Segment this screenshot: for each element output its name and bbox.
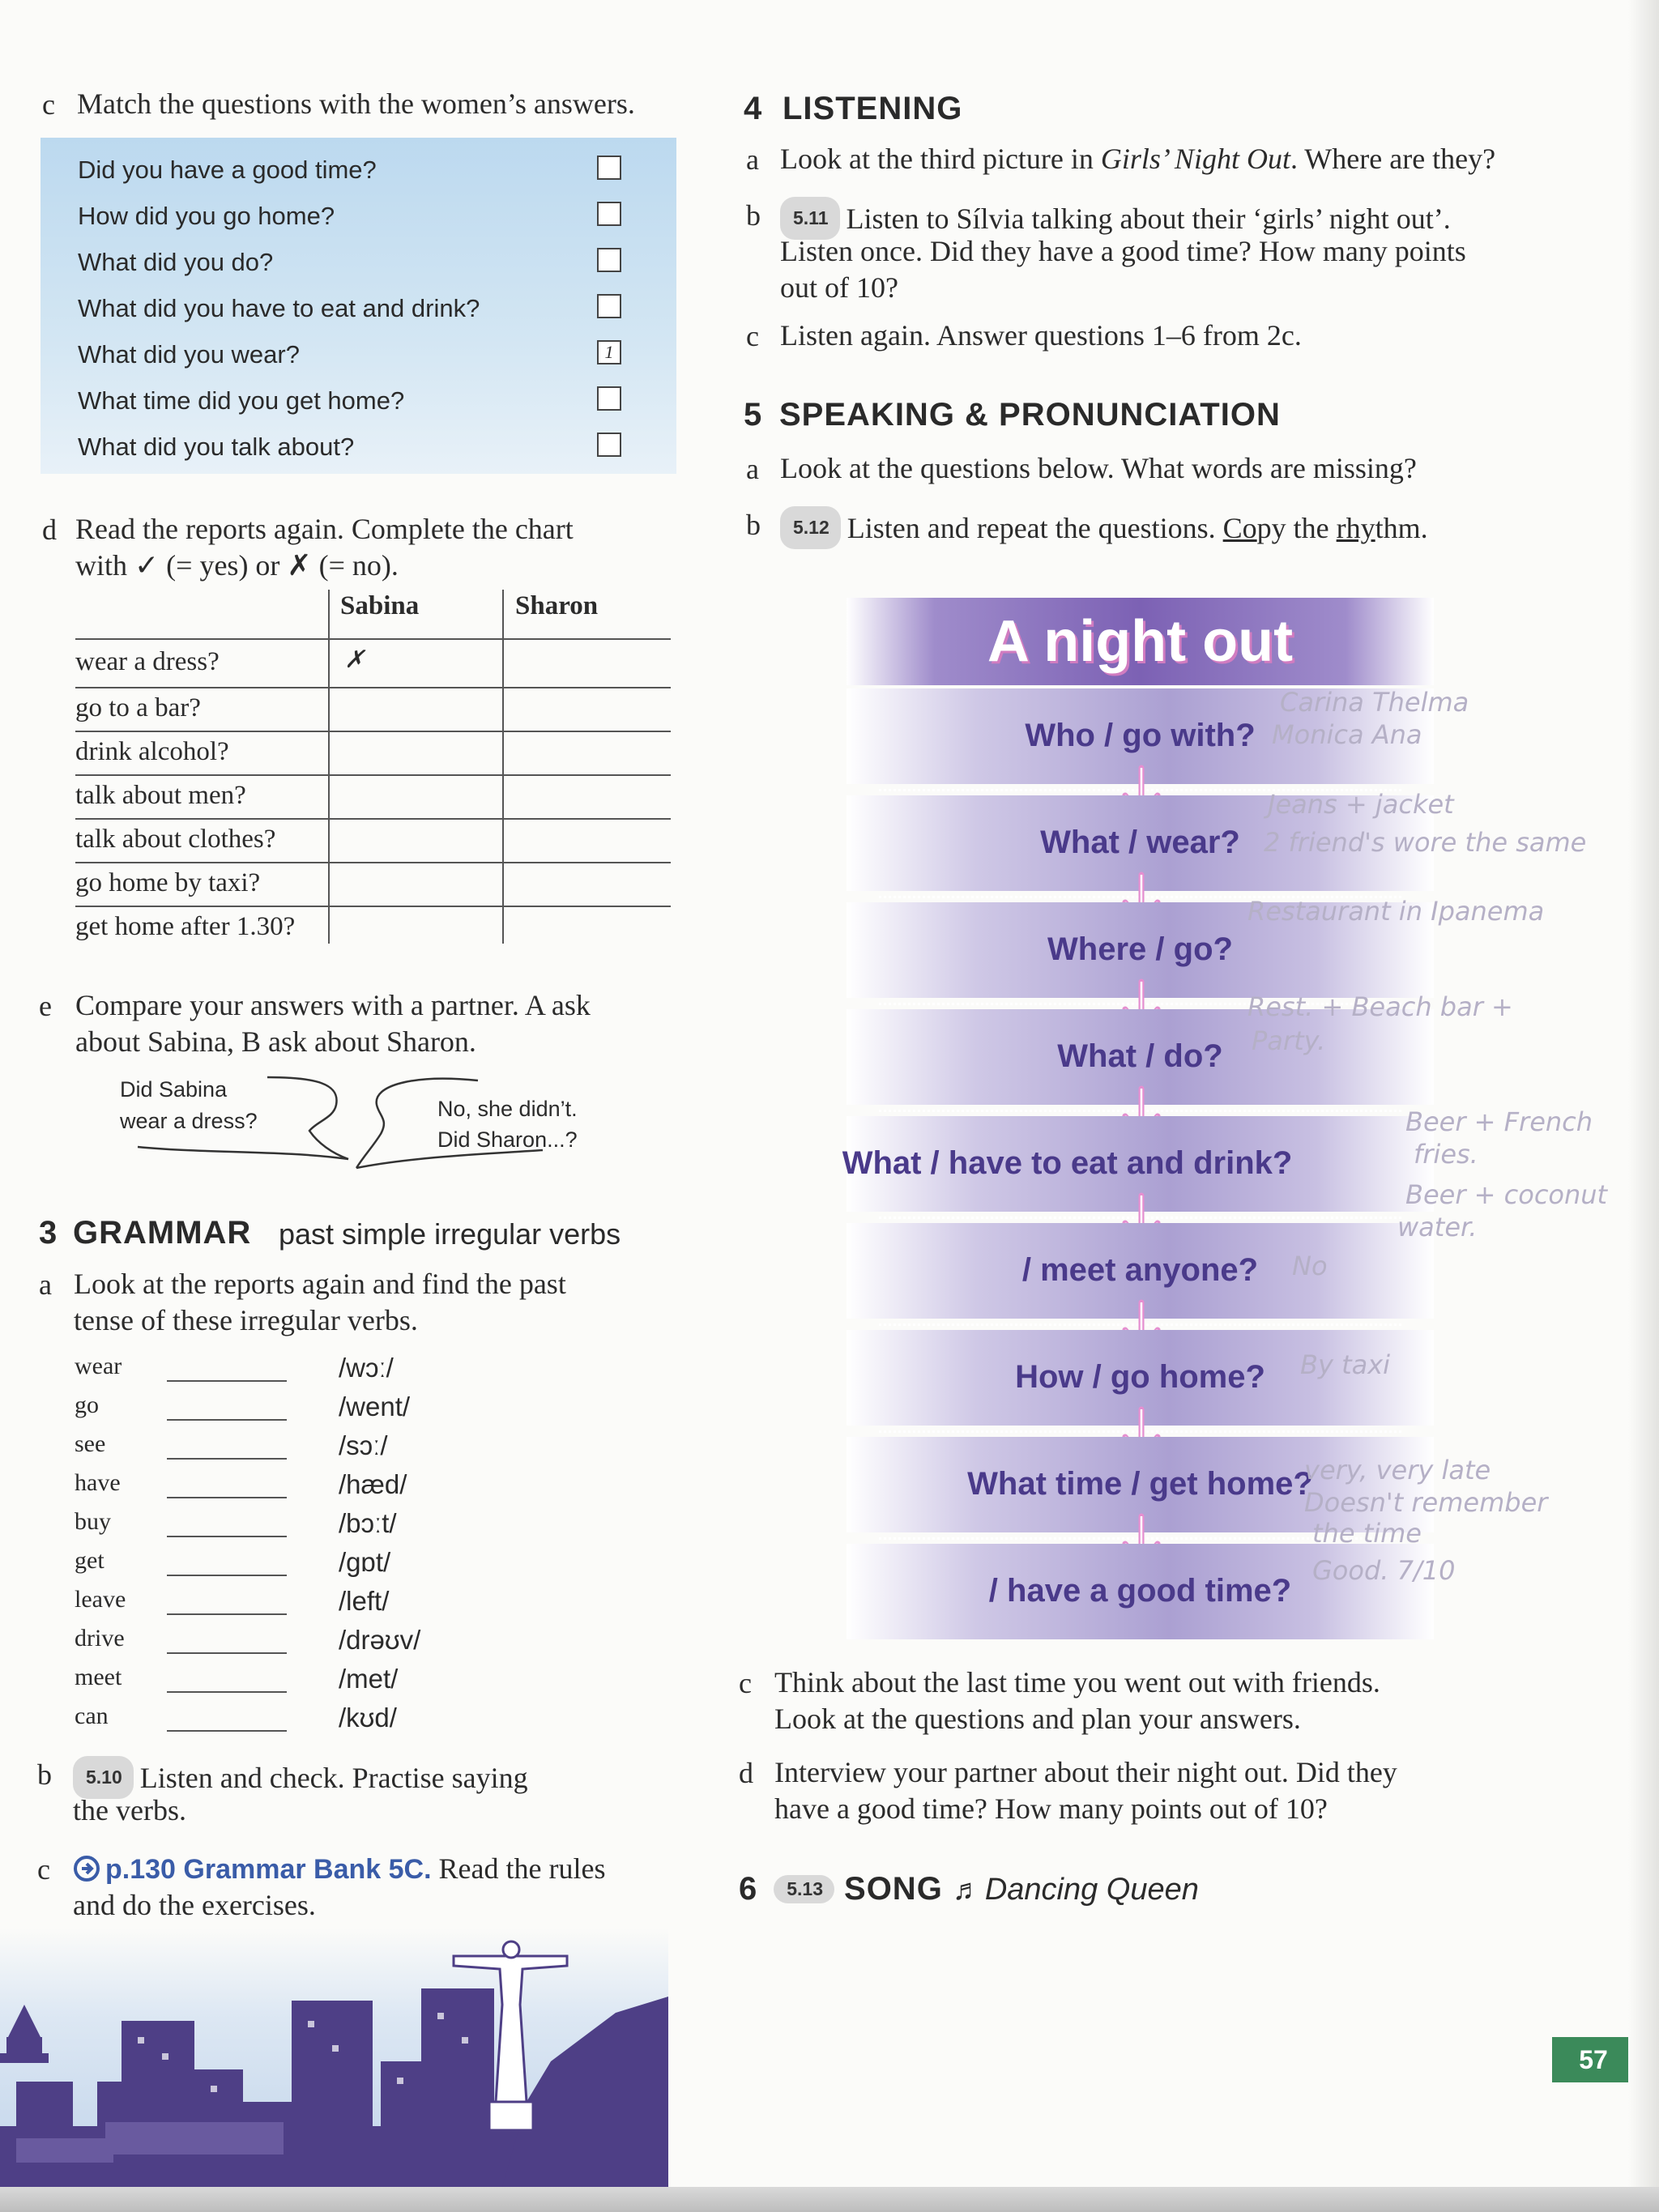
verb-base: get xyxy=(75,1547,104,1574)
item-letter-a: a xyxy=(746,143,759,176)
answer-checkbox[interactable] xyxy=(597,202,621,226)
answer-checkbox[interactable] xyxy=(597,294,621,318)
page-number: 57 xyxy=(1552,2037,1635,2082)
match-box xyxy=(41,138,676,474)
verb-base: meet xyxy=(75,1664,122,1690)
answer-checkbox[interactable] xyxy=(597,433,621,457)
listening-a-title: Girls’ Night Out xyxy=(1100,143,1290,175)
chart-row-label: go home by taxi? xyxy=(75,868,261,897)
compare-line1: Compare your answers with a partner. A ask xyxy=(75,989,591,1021)
answer-blank[interactable] xyxy=(167,1419,287,1421)
match-instruction: Match the questions with the women’s answers. xyxy=(77,87,635,120)
night-out-panel xyxy=(842,598,1608,1630)
item-letter-a: a xyxy=(39,1268,52,1301)
listening-b-text: Listen to Sílvia talking about their ‘girls’ night out’. xyxy=(846,202,1451,235)
answer-blank[interactable] xyxy=(167,1575,287,1576)
answer-blank[interactable] xyxy=(167,1458,287,1460)
chart-row-label: drink alcohol? xyxy=(75,737,229,766)
listening-section-number: 4 xyxy=(744,91,763,126)
cd-d-line2: have a good time? How many points out of 10? xyxy=(774,1792,1328,1825)
night-out-question: Who / go with? xyxy=(1025,718,1256,753)
item-letter-c: c xyxy=(746,320,759,352)
handwritten-answer: water. xyxy=(1397,1212,1478,1242)
grammar-section-number: 3 xyxy=(39,1215,58,1251)
phonetic-transcription: /sɔː/ xyxy=(339,1430,388,1460)
phonetic-transcription: /went/ xyxy=(339,1392,411,1421)
audio-track-badge[interactable]: 5.10 xyxy=(73,1756,134,1799)
verb-base: drive xyxy=(75,1625,125,1652)
phonetic-transcription: /left/ xyxy=(339,1586,390,1616)
answer-checkbox[interactable] xyxy=(597,248,621,272)
song-section xyxy=(739,1871,1199,1907)
listening-a-pre: Look at the third picture in xyxy=(780,143,1101,175)
scan-right-edge xyxy=(1628,0,1659,2187)
answer-blank[interactable] xyxy=(167,1652,287,1654)
night-out-question: What time / get home? xyxy=(967,1466,1313,1502)
phonetic-transcription: /hæd/ xyxy=(339,1469,407,1499)
item-letter-b: b xyxy=(746,509,761,541)
match-question: What did you have to eat and drink? xyxy=(78,294,480,322)
speaking-section-title: SPEAKING & PRONUNCIATION xyxy=(779,397,1281,433)
answer-blank[interactable] xyxy=(167,1380,287,1382)
handwritten-answer: fries. xyxy=(1414,1139,1478,1170)
chart-rule xyxy=(75,731,671,732)
grammar-c-text: Read the rules xyxy=(438,1852,606,1885)
phonetic-transcription: /kʊd/ xyxy=(339,1703,397,1733)
item-letter-c2: c xyxy=(37,1853,50,1886)
listening-b-line3: out of 10? xyxy=(780,271,898,304)
answer-checkbox[interactable] xyxy=(597,386,621,411)
grammar-section-title: GRAMMAR xyxy=(73,1215,252,1251)
chart-rule xyxy=(75,687,671,688)
handwritten-answer: Carina Thelma xyxy=(1280,687,1469,718)
song-section-number: 6 xyxy=(739,1871,758,1907)
answer-checkbox[interactable] xyxy=(597,156,621,180)
audio-track-badge[interactable]: 5.11 xyxy=(780,197,840,240)
answer-checkbox[interactable]: 1 xyxy=(597,340,621,364)
grammar-b-line2: the verbs. xyxy=(73,1794,186,1826)
audio-track-badge[interactable]: 5.12 xyxy=(780,506,841,549)
verb-base: go xyxy=(75,1392,99,1418)
handwritten-answer: Beer + coconut xyxy=(1405,1179,1608,1210)
verb-base: wear xyxy=(75,1353,122,1379)
item-letter-e: e xyxy=(39,990,52,1022)
bubble2-line2: Did Sharon...? xyxy=(437,1127,578,1152)
chart-rule xyxy=(75,818,671,820)
speaking-b-text xyxy=(780,506,1428,549)
handwritten-answer: No xyxy=(1292,1251,1328,1281)
song-section-title: SONG xyxy=(844,1871,943,1907)
music-note-icon: ♬ xyxy=(952,1873,982,1906)
chart-row-label: get home after 1.30? xyxy=(75,912,296,941)
bubble2-line1: No, she didn’t. xyxy=(437,1097,578,1121)
night-out-question: How / go home? xyxy=(1015,1359,1265,1395)
grammar-subtitle: past simple irregular verbs xyxy=(279,1217,621,1251)
answer-blank[interactable] xyxy=(167,1497,287,1498)
answer-blank[interactable] xyxy=(167,1536,287,1537)
night-out-question: What / wear? xyxy=(1040,825,1240,860)
bubble1-line1: Did Sabina xyxy=(120,1077,228,1102)
night-out-question: What / do? xyxy=(1057,1038,1223,1074)
item-letter-d: d xyxy=(42,514,57,546)
answer-blank[interactable] xyxy=(167,1613,287,1615)
chart-row-label: wear a dress? xyxy=(75,647,220,676)
handwritten-answer: 2 friend's wore the same xyxy=(1264,827,1587,858)
handwritten-answer: Beer + French xyxy=(1405,1106,1593,1137)
verb-base: buy xyxy=(75,1508,111,1535)
chart-rule xyxy=(75,638,671,640)
chart-instruction-line1: Read the reports again. Complete the chart xyxy=(75,513,574,545)
stress-co: Co xyxy=(1222,512,1257,544)
arrow-circle-icon xyxy=(73,1855,100,1882)
handwritten-answer: Monica Ana xyxy=(1272,719,1422,750)
item-letter-b: b xyxy=(37,1758,52,1791)
phonetic-transcription: /bɔːt/ xyxy=(339,1508,397,1538)
grammar-a-line2: tense of these irregular verbs. xyxy=(74,1304,418,1336)
speaking-section-number: 5 xyxy=(744,397,763,433)
stress-rhy: rhy xyxy=(1336,512,1375,544)
grammar-c-line1 xyxy=(73,1851,605,1888)
chart-rule xyxy=(75,862,671,863)
handwritten-answer: Rest. + Beach bar + xyxy=(1247,991,1513,1022)
phonetic-transcription: /drəʊv/ xyxy=(339,1625,421,1655)
speaking-b-pre: Listen and repeat the questions. xyxy=(847,512,1223,544)
speaking-a-text: Look at the questions below. What words are missing? xyxy=(780,452,1417,484)
grammar-b-text: Listen and check. Practise saying xyxy=(139,1762,528,1794)
handwritten-answer: the time xyxy=(1312,1518,1422,1549)
song-name: Dancing Queen xyxy=(984,1873,1199,1907)
verb-base: can xyxy=(75,1703,109,1729)
speaking-b-end: thm. xyxy=(1375,512,1428,544)
speaking-b-mid: py the xyxy=(1256,512,1337,544)
chart-cell-mark: ✗ xyxy=(344,646,365,673)
phonetic-transcription: /gɒt/ xyxy=(339,1547,391,1577)
answer-blank[interactable] xyxy=(167,1691,287,1693)
answer-blank[interactable] xyxy=(167,1730,287,1732)
listening-b-line2: Listen once. Did they have a good time? How many points xyxy=(780,235,1466,267)
night-out-question: Where / go? xyxy=(1047,931,1233,967)
chart-divider xyxy=(328,590,330,944)
handwritten-answer: Party. xyxy=(1252,1025,1326,1056)
listening-section-title: LISTENING xyxy=(783,91,963,126)
item-letter-c: c xyxy=(739,1667,752,1699)
handwritten-answer: Restaurant in Ipanema xyxy=(1247,896,1545,927)
night-out-question: What / have to eat and drink? xyxy=(842,1145,1293,1181)
match-question: How did you go home? xyxy=(78,202,335,230)
phonetic-transcription: /wɔː/ xyxy=(339,1353,394,1383)
phonetic-transcription: /met/ xyxy=(339,1664,399,1694)
chart-header-sharon: Sharon xyxy=(515,591,599,620)
item-letter-d: d xyxy=(739,1757,753,1789)
chart-rule xyxy=(75,906,671,907)
night-out-title: A night out xyxy=(987,609,1294,674)
chart-row-label: go to a bar? xyxy=(75,693,201,722)
handwritten-answer: Doesn't remember xyxy=(1304,1487,1548,1518)
cd-c-line2: Look at the questions and plan your answers. xyxy=(774,1703,1301,1735)
rio-skyline-illustration xyxy=(0,1940,668,2187)
cd-c-line1: Think about the last time you went out with friends. xyxy=(774,1666,1380,1698)
listening-a-post: . Where are they? xyxy=(1290,143,1496,175)
chart-header-sabina: Sabina xyxy=(340,591,420,620)
scan-bottom-edge xyxy=(0,2187,1659,2212)
match-question: What did you do? xyxy=(78,248,274,276)
match-question: Did you have a good time? xyxy=(78,156,377,184)
listening-c-text: Listen again. Answer questions 1–6 from 2c. xyxy=(780,319,1302,352)
handwritten-answer: Good. 7/10 xyxy=(1312,1555,1456,1586)
match-question: What time did you get home? xyxy=(78,386,405,415)
verb-base: have xyxy=(75,1469,121,1496)
verb-base: leave xyxy=(75,1586,126,1613)
night-out-question: / have a good time? xyxy=(988,1573,1292,1609)
grammar-bank-link[interactable]: p.130 Grammar Bank 5C. xyxy=(105,1854,432,1885)
item-letter-c: c xyxy=(42,88,55,121)
handwritten-answer: very, very late xyxy=(1304,1455,1491,1485)
listening-a-text xyxy=(780,141,1495,177)
chart-divider xyxy=(502,590,504,944)
verb-base: see xyxy=(75,1430,106,1457)
chart-instruction-line2: with ✓ (= yes) or ✗ (= no). xyxy=(75,549,399,582)
chart-row-label: talk about clothes? xyxy=(75,825,276,854)
match-question: What did you talk about? xyxy=(78,433,355,461)
grammar-a-line1: Look at the reports again and find the past xyxy=(74,1268,566,1300)
compare-line2: about Sabina, B ask about Sharon. xyxy=(75,1025,476,1058)
audio-track-badge[interactable]: 5.13 xyxy=(774,1875,834,1903)
match-question: What did you wear? xyxy=(78,340,300,369)
bubble1-line2: wear a dress? xyxy=(120,1109,258,1133)
handwritten-answer: By taxi xyxy=(1300,1349,1391,1380)
night-out-question: / meet anyone? xyxy=(1021,1252,1259,1288)
item-letter-a: a xyxy=(746,453,759,485)
chart-row-label: talk about men? xyxy=(75,781,246,810)
cd-d-line1: Interview your partner about their night out. Did they xyxy=(774,1756,1397,1788)
grammar-c-line2: and do the exercises. xyxy=(73,1889,316,1921)
handwritten-answer: Jeans + jacket xyxy=(1268,789,1454,820)
item-letter-b: b xyxy=(746,199,761,232)
chart-rule xyxy=(75,774,671,776)
